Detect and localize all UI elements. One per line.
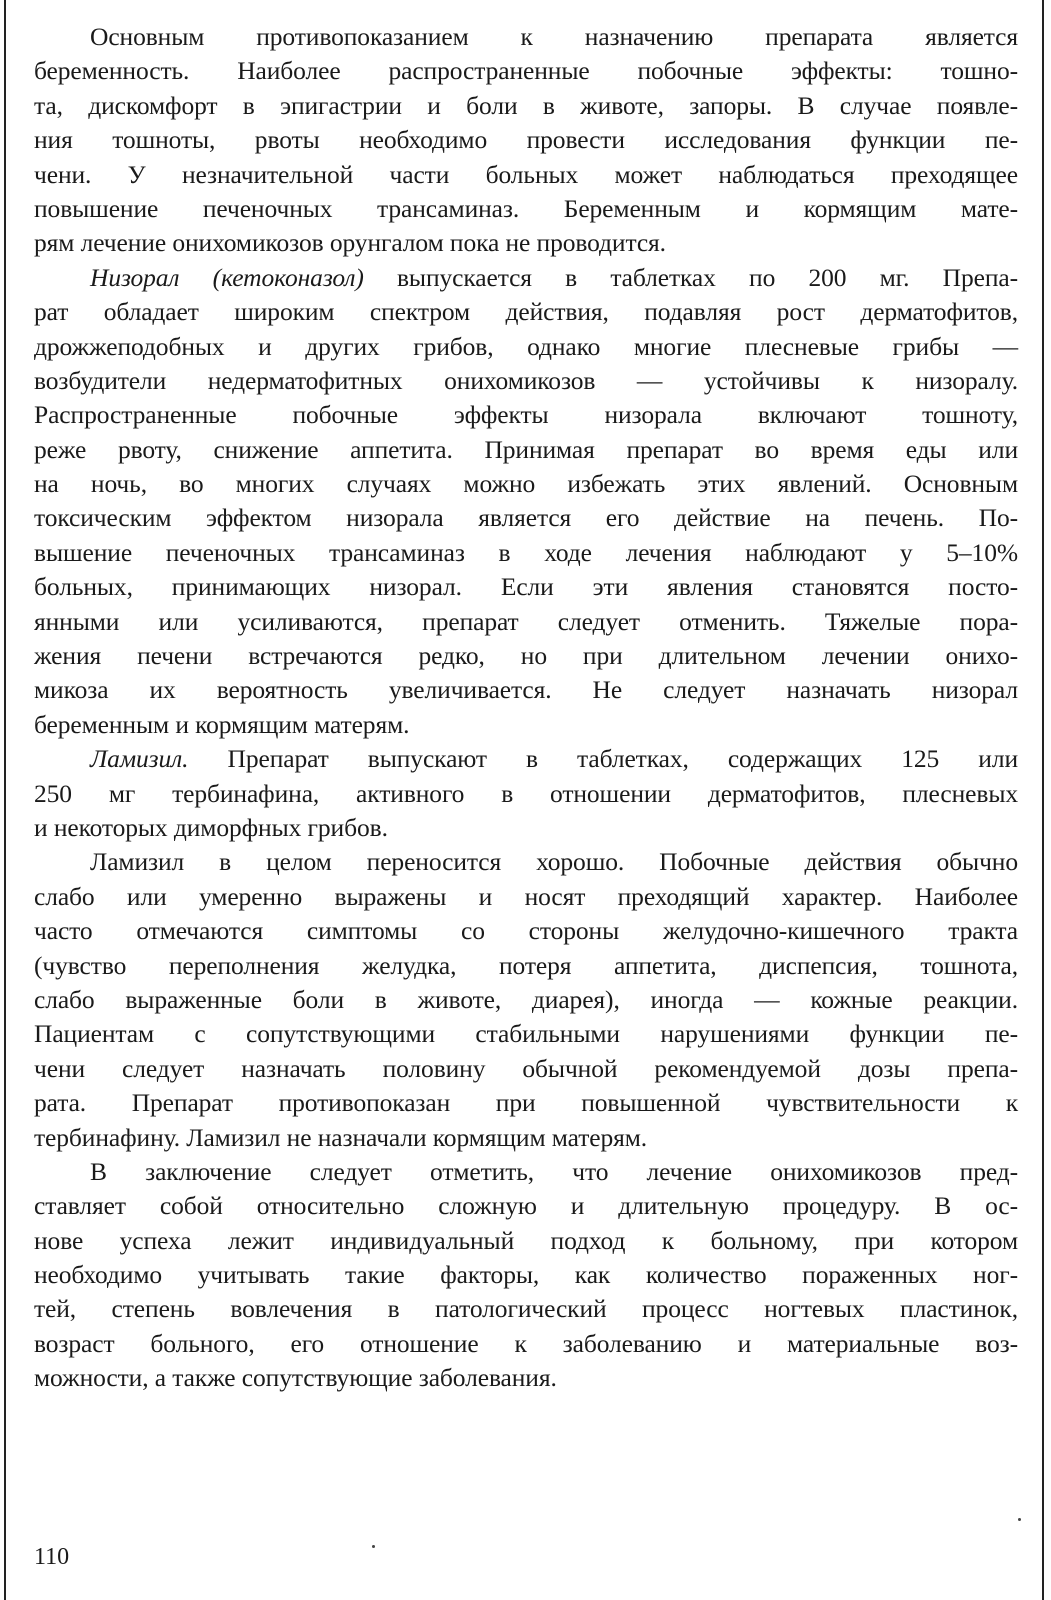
text-line <box>34 1224 1018 1258</box>
text-line <box>34 1121 1018 1155</box>
text-line <box>34 89 1018 123</box>
line-text: тей, степень вовлечения в патологический процесс ногтевых пластинок, <box>34 1294 1018 1324</box>
text-line <box>34 364 1018 398</box>
line-text: чени. У незначительной части больных может наблюдаться преходящее <box>34 159 1018 189</box>
document-body <box>34 20 1018 1396</box>
line-text: та, дискомфорт в эпигастрии и боли в животе, запоры. В случае появле- <box>34 90 1018 120</box>
scan-speck <box>372 1545 375 1548</box>
line-text: беременность. Наиболее распространенные побочные эффекты: тошно- <box>34 56 1018 86</box>
text-line <box>34 398 1018 432</box>
line-text: возраст больного, его отношение к заболеванию и материальные воз- <box>34 1328 1018 1358</box>
text-line <box>34 1292 1018 1326</box>
line-text: необходимо учитывать такие факторы, как количество пораженных ног- <box>34 1260 1018 1290</box>
text-line <box>34 158 1018 192</box>
text-line <box>34 536 1018 570</box>
line-text: рата. Препарат противопоказан при повышенной чувствительности к <box>34 1088 1018 1118</box>
line-text: выпускается в таблетках по 200 мг. Препа- <box>363 262 1018 292</box>
line-text: Пациентам с сопутствующими стабильными нарушениями функции пе- <box>34 1019 1018 1049</box>
text-line <box>34 845 1018 879</box>
line-text: нове успеха лежит индивидуальный подход к больному, при котором <box>34 1225 1018 1255</box>
line-text: вышение печеночных трансаминаз в ходе лечения наблюдают у 5–10% <box>34 537 1018 567</box>
text-line <box>34 673 1018 707</box>
line-text: слабо выраженные боли в животе, диарея), иногда — кожные реакции. <box>34 984 1018 1014</box>
text-line <box>34 777 1018 811</box>
line-text: ния тошноты, рвоты необходимо провести исследования функции пе- <box>34 125 1018 155</box>
line-text: возбудители недерматофитных онихомикозов — устойчивы к низоралу. <box>34 365 1018 395</box>
line-text: часто отмечаются симптомы со стороны желудочно-кишечного тракта <box>34 916 1018 946</box>
line-text: ставляет собой относительно сложную и длительную процедуру. В ос- <box>34 1191 1018 1221</box>
line-text: беременным и кормящим матерям. <box>34 709 410 739</box>
line-text: слабо или умеренно выражены и носят преходящий характер. Наиболее <box>34 881 1018 911</box>
line-text: Препарат выпускают в таблетках, содержащих 125 или <box>188 744 1018 774</box>
text-line <box>34 433 1018 467</box>
line-text: рат обладает широким спектром действия, подавляя рост дерматофитов, <box>34 297 1018 327</box>
line-text: янными или усиливаются, препарат следует отменить. Тяжелые пора- <box>34 606 1018 636</box>
line-text: 250 мг тербинафина, активного в отношении дерматофитов, плесневых <box>34 778 1018 808</box>
text-line <box>34 1327 1018 1361</box>
text-line <box>34 467 1018 501</box>
text-line <box>34 226 1018 260</box>
line-text: и некоторых диморфных грибов. <box>34 812 388 842</box>
line-text: (чувство переполнения желудка, потеря аппетита, диспепсия, тошнота, <box>34 950 1018 980</box>
text-line <box>34 1189 1018 1223</box>
text-line <box>34 261 1018 295</box>
text-line <box>34 708 1018 742</box>
italic-term: Ламизил. <box>90 744 189 774</box>
line-text: реже рвоту, снижение аппетита. Принимая препарат во время еды или <box>34 434 1018 464</box>
text-line <box>34 1155 1018 1189</box>
text-line <box>34 880 1018 914</box>
text-line <box>34 192 1018 226</box>
line-text: на ночь, во многих случаях можно избежать этих явлений. Основным <box>34 469 1018 499</box>
line-text: повышение печеночных трансаминаз. Беременным и кормящим мате- <box>34 193 1018 223</box>
text-line <box>34 1258 1018 1292</box>
line-text: можности, а также сопутствующие заболевания. <box>34 1363 557 1393</box>
text-line <box>34 949 1018 983</box>
line-text: дрожжеподобных и других грибов, однако многие плесневые грибы — <box>34 331 1018 361</box>
line-text: рям лечение онихомикозов орунгалом пока не проводится. <box>34 228 666 258</box>
text-line <box>34 1017 1018 1051</box>
text-line <box>34 811 1018 845</box>
line-text: Распространенные побочные эффекты низорала включают тошноту, <box>34 400 1018 430</box>
text-line <box>34 1052 1018 1086</box>
text-line <box>34 54 1018 88</box>
text-line <box>34 123 1018 157</box>
text-line <box>34 742 1018 776</box>
text-line <box>34 570 1018 604</box>
line-text: В заключение следует отметить, что лечение онихомикозов пред- <box>90 1156 1018 1186</box>
text-line <box>34 1086 1018 1120</box>
text-line <box>34 1361 1018 1395</box>
line-text: микоза их вероятность увеличивается. Не следует назначать низорал <box>34 675 1018 705</box>
text-line <box>34 295 1018 329</box>
italic-term: Низорал (кетоконазол) <box>90 262 364 292</box>
line-text: Ламизил в целом переносится хорошо. Побочные действия обычно <box>90 847 1018 877</box>
text-line <box>34 914 1018 948</box>
page-number: 110 <box>34 1544 70 1570</box>
text-line <box>34 983 1018 1017</box>
text-line <box>34 605 1018 639</box>
line-text: токсическим эффектом низорала является его действие на печень. По- <box>34 503 1018 533</box>
scan-speck <box>1018 1518 1021 1521</box>
line-text: чени следует назначать половину обычной рекомендуемой дозы препа- <box>34 1053 1018 1083</box>
line-text: тербинафину. Ламизил не назначали кормящим матерям. <box>34 1122 648 1152</box>
text-line <box>34 20 1018 54</box>
line-text: жения печени встречаются редко, но при длительном лечении онихо- <box>34 641 1018 671</box>
text-line <box>34 639 1018 673</box>
text-line <box>34 501 1018 535</box>
line-text: больных, принимающих низорал. Если эти явления становятся посто- <box>34 572 1018 602</box>
text-line <box>34 330 1018 364</box>
line-text: Основным противопоказанием к назначению препарата является <box>90 22 1018 51</box>
